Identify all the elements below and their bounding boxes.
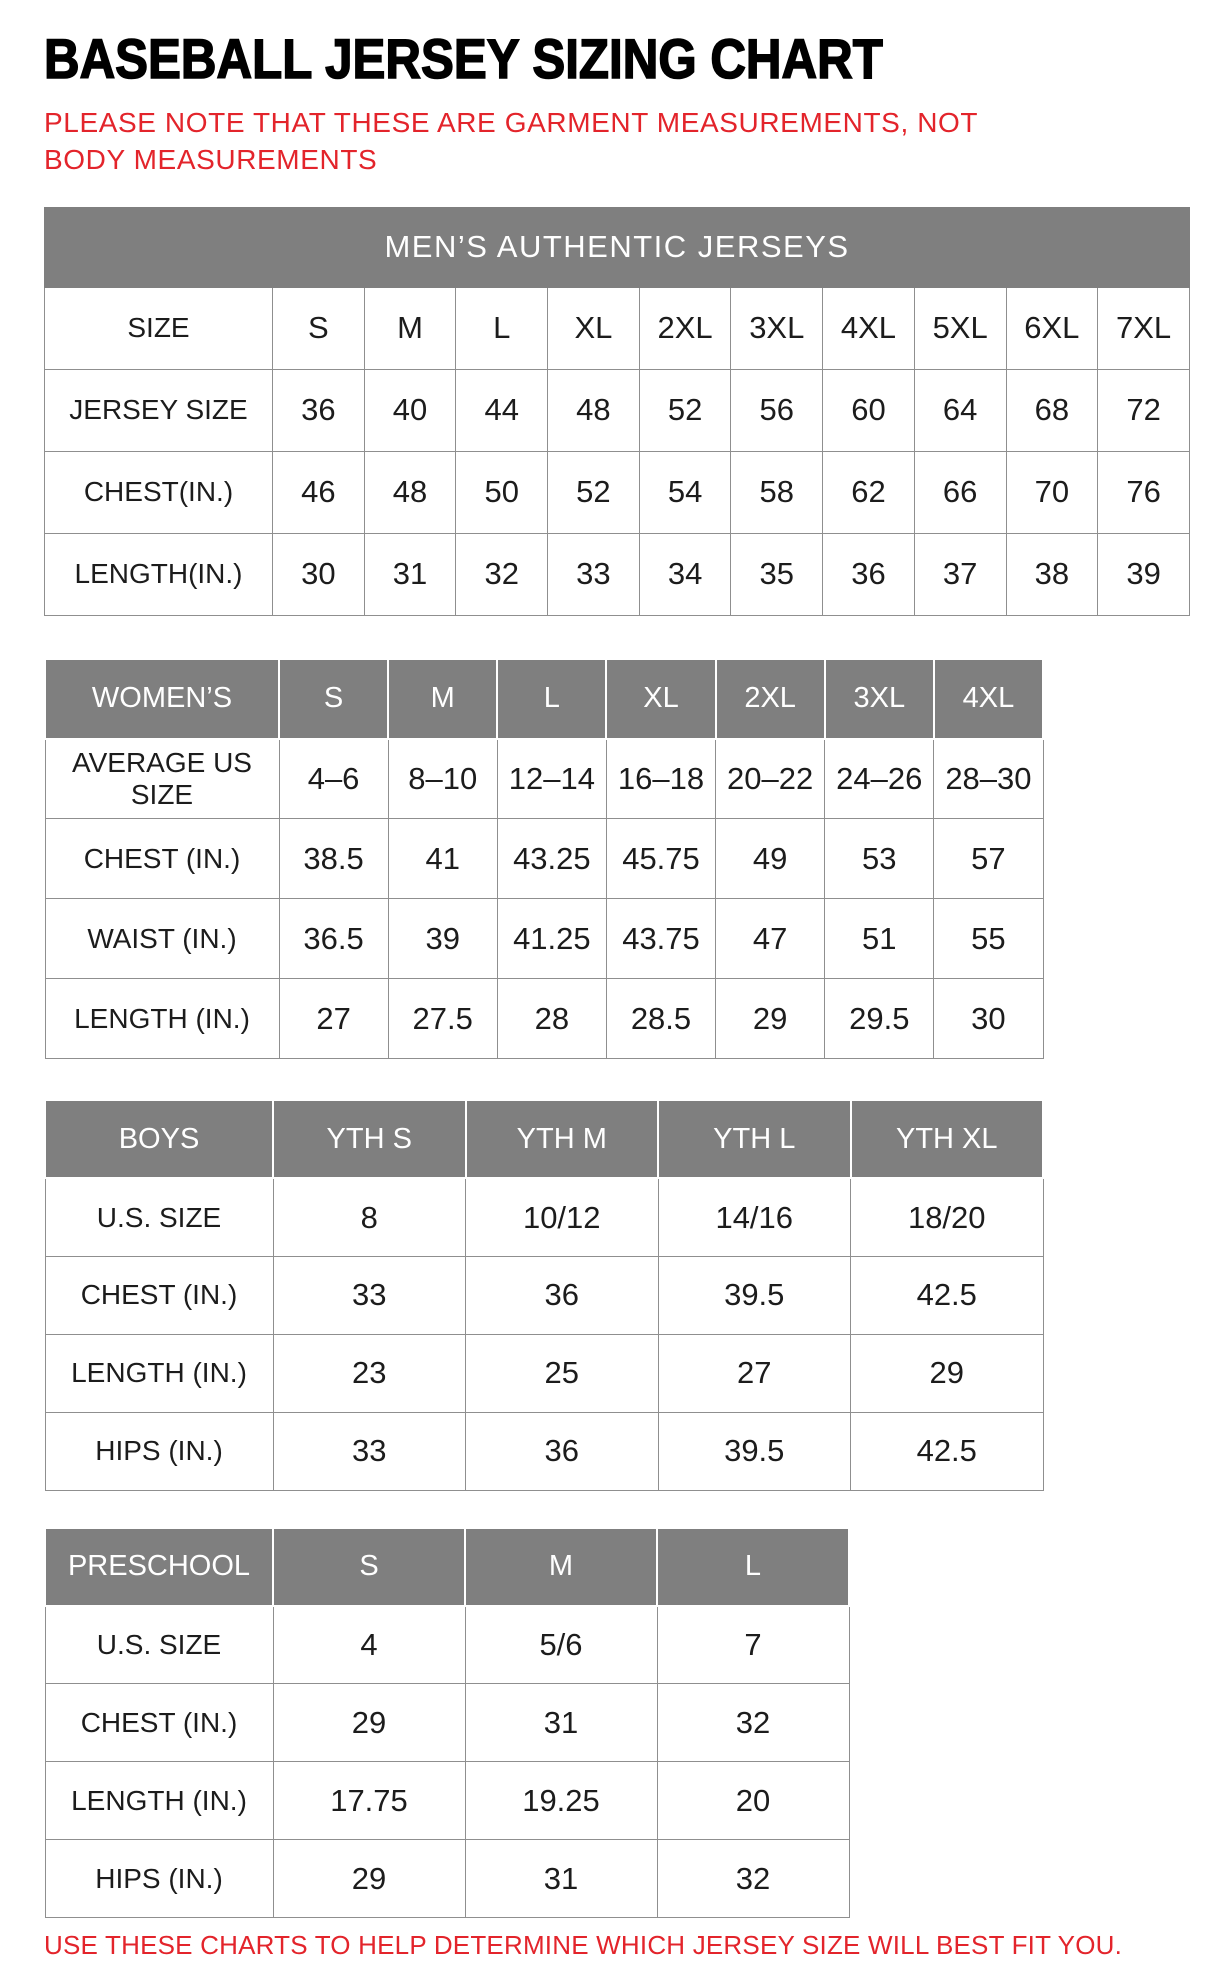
row-label-cell: CHEST(IN.) bbox=[45, 451, 273, 533]
value-cell: 2XL bbox=[639, 287, 731, 369]
value-cell: 52 bbox=[548, 451, 640, 533]
page-title: BASEBALL JERSEY SIZING CHART bbox=[44, 27, 883, 90]
value-cell: 30 bbox=[273, 533, 365, 615]
table-row bbox=[45, 819, 1043, 899]
value-cell: 33 bbox=[548, 533, 640, 615]
value-cell: 32 bbox=[456, 533, 548, 615]
value-cell: 43.75 bbox=[606, 899, 715, 979]
value-cell: 29 bbox=[273, 1684, 465, 1762]
value-cell: 6XL bbox=[1006, 287, 1098, 369]
value-cell: 38 bbox=[1006, 533, 1098, 615]
table-row bbox=[45, 1256, 1043, 1334]
footer-note: USE THESE CHARTS TO HELP DETERMINE WHICH JERSEY SIZE WILL BEST FIT YOU. bbox=[44, 1930, 1123, 1961]
value-cell: 16–18 bbox=[606, 739, 715, 819]
table-row bbox=[45, 287, 1190, 369]
size-header-cell: 3XL bbox=[825, 659, 934, 739]
value-cell: 12–14 bbox=[497, 739, 606, 819]
value-cell: M bbox=[364, 287, 456, 369]
value-cell: 76 bbox=[1098, 451, 1190, 533]
row-label-cell: HIPS (IN.) bbox=[45, 1412, 273, 1490]
table-row bbox=[45, 533, 1190, 615]
size-header-cell: M bbox=[388, 659, 497, 739]
row-label-cell: WAIST (IN.) bbox=[45, 899, 279, 979]
value-cell: 68 bbox=[1006, 369, 1098, 451]
table-row bbox=[45, 1412, 1043, 1490]
row-label-cell: CHEST (IN.) bbox=[45, 1256, 273, 1334]
value-cell: 20 bbox=[657, 1762, 849, 1840]
value-cell: 8 bbox=[273, 1178, 466, 1256]
value-cell: 7XL bbox=[1098, 287, 1190, 369]
row-label-cell: CHEST (IN.) bbox=[45, 819, 279, 899]
value-cell: 70 bbox=[1006, 451, 1098, 533]
value-cell: 29 bbox=[716, 979, 825, 1059]
table-row bbox=[45, 369, 1190, 451]
row-label-cell: JERSEY SIZE bbox=[45, 369, 273, 451]
table-banner: MEN’S AUTHENTIC JERSEYS bbox=[45, 207, 1190, 287]
value-cell: 29.5 bbox=[825, 979, 934, 1059]
table-row bbox=[45, 1762, 849, 1840]
row-label-cell: LENGTH (IN.) bbox=[45, 1762, 273, 1840]
table-row bbox=[45, 1178, 1043, 1256]
table-row bbox=[45, 1606, 849, 1684]
value-cell: 17.75 bbox=[273, 1762, 465, 1840]
value-cell: 41.25 bbox=[497, 899, 606, 979]
size-header-cell: YTH M bbox=[466, 1100, 659, 1178]
value-cell: 27.5 bbox=[388, 979, 497, 1059]
row-label-cell: U.S. SIZE bbox=[45, 1178, 273, 1256]
value-cell: 36 bbox=[466, 1256, 659, 1334]
value-cell: 62 bbox=[823, 451, 915, 533]
value-cell: 54 bbox=[639, 451, 731, 533]
value-cell: 39 bbox=[388, 899, 497, 979]
value-cell: 40 bbox=[364, 369, 456, 451]
value-cell: 57 bbox=[934, 819, 1043, 899]
row-label-cell: CHEST (IN.) bbox=[45, 1684, 273, 1762]
value-cell: 39.5 bbox=[658, 1412, 851, 1490]
table-row bbox=[45, 739, 1043, 819]
value-cell: 28.5 bbox=[606, 979, 715, 1059]
size-header-cell: M bbox=[465, 1528, 657, 1606]
value-cell: 33 bbox=[273, 1412, 466, 1490]
value-cell: 50 bbox=[456, 451, 548, 533]
value-cell: 72 bbox=[1098, 369, 1190, 451]
value-cell: 41 bbox=[388, 819, 497, 899]
value-cell: 5XL bbox=[914, 287, 1006, 369]
value-cell: 58 bbox=[731, 451, 823, 533]
garment-measurements-note: PLEASE NOTE THAT THESE ARE GARMENT MEASUREMENTS, NOT BODY MEASUREMENTS bbox=[44, 107, 978, 175]
value-cell: S bbox=[273, 287, 365, 369]
size-header-cell: YTH L bbox=[658, 1100, 851, 1178]
value-cell: 4–6 bbox=[279, 739, 388, 819]
value-cell: 23 bbox=[273, 1334, 466, 1412]
value-cell: 43.25 bbox=[497, 819, 606, 899]
value-cell: 27 bbox=[658, 1334, 851, 1412]
size-header-cell: S bbox=[273, 1528, 465, 1606]
value-cell: 10/12 bbox=[466, 1178, 659, 1256]
value-cell: 36 bbox=[823, 533, 915, 615]
value-cell: 36.5 bbox=[279, 899, 388, 979]
value-cell: 51 bbox=[825, 899, 934, 979]
value-cell: 31 bbox=[465, 1840, 657, 1918]
value-cell: 60 bbox=[823, 369, 915, 451]
value-cell: 8–10 bbox=[388, 739, 497, 819]
size-header-cell: 2XL bbox=[716, 659, 825, 739]
value-cell: 31 bbox=[465, 1684, 657, 1762]
value-cell: 42.5 bbox=[851, 1256, 1044, 1334]
value-cell: 35 bbox=[731, 533, 823, 615]
value-cell: 48 bbox=[548, 369, 640, 451]
value-cell: 27 bbox=[279, 979, 388, 1059]
row-label-cell: LENGTH(IN.) bbox=[45, 533, 273, 615]
value-cell: 29 bbox=[273, 1840, 465, 1918]
value-cell: 52 bbox=[639, 369, 731, 451]
row-label-cell: AVERAGE US SIZE bbox=[45, 739, 279, 819]
value-cell: 28–30 bbox=[934, 739, 1043, 819]
value-cell: 19.25 bbox=[465, 1762, 657, 1840]
table-title-cell: PRESCHOOL bbox=[45, 1528, 273, 1606]
table-row bbox=[45, 1334, 1043, 1412]
table-header-row bbox=[45, 659, 1043, 739]
value-cell: 44 bbox=[456, 369, 548, 451]
value-cell: 39 bbox=[1098, 533, 1190, 615]
value-cell: 24–26 bbox=[825, 739, 934, 819]
size-header-cell: YTH XL bbox=[851, 1100, 1044, 1178]
value-cell: 48 bbox=[364, 451, 456, 533]
row-label-cell: HIPS (IN.) bbox=[45, 1840, 273, 1918]
value-cell: 4 bbox=[273, 1606, 465, 1684]
size-header-cell: S bbox=[279, 659, 388, 739]
value-cell: 31 bbox=[364, 533, 456, 615]
row-label-cell: SIZE bbox=[45, 287, 273, 369]
value-cell: 14/16 bbox=[658, 1178, 851, 1256]
value-cell: XL bbox=[548, 287, 640, 369]
table-row bbox=[45, 899, 1043, 979]
table-banner-row bbox=[45, 207, 1190, 287]
value-cell: 42.5 bbox=[851, 1412, 1044, 1490]
value-cell: 28 bbox=[497, 979, 606, 1059]
value-cell: 64 bbox=[914, 369, 1006, 451]
value-cell: 5/6 bbox=[465, 1606, 657, 1684]
table-header-row bbox=[45, 1100, 1043, 1178]
value-cell: 66 bbox=[914, 451, 1006, 533]
value-cell: 32 bbox=[657, 1684, 849, 1762]
preschool-table bbox=[44, 1527, 850, 1919]
value-cell: L bbox=[456, 287, 548, 369]
value-cell: 38.5 bbox=[279, 819, 388, 899]
value-cell: 55 bbox=[934, 899, 1043, 979]
size-header-cell: YTH S bbox=[273, 1100, 466, 1178]
value-cell: 7 bbox=[657, 1606, 849, 1684]
value-cell: 49 bbox=[716, 819, 825, 899]
value-cell: 20–22 bbox=[716, 739, 825, 819]
value-cell: 36 bbox=[466, 1412, 659, 1490]
table-title-cell: BOYS bbox=[45, 1100, 273, 1178]
table-title-cell: WOMEN’S bbox=[45, 659, 279, 739]
table-row bbox=[45, 1684, 849, 1762]
size-header-cell: L bbox=[657, 1528, 849, 1606]
table-row bbox=[45, 451, 1190, 533]
table-header-row bbox=[45, 1528, 849, 1606]
value-cell: 36 bbox=[273, 369, 365, 451]
value-cell: 32 bbox=[657, 1840, 849, 1918]
size-header-cell: 4XL bbox=[934, 659, 1043, 739]
value-cell: 37 bbox=[914, 533, 1006, 615]
table-row bbox=[45, 979, 1043, 1059]
row-label-cell: U.S. SIZE bbox=[45, 1606, 273, 1684]
value-cell: 45.75 bbox=[606, 819, 715, 899]
value-cell: 34 bbox=[639, 533, 731, 615]
size-header-cell: XL bbox=[606, 659, 715, 739]
boys-table bbox=[44, 1099, 1044, 1491]
row-label-cell: LENGTH (IN.) bbox=[45, 979, 279, 1059]
value-cell: 46 bbox=[273, 451, 365, 533]
value-cell: 30 bbox=[934, 979, 1043, 1059]
value-cell: 39.5 bbox=[658, 1256, 851, 1334]
value-cell: 25 bbox=[466, 1334, 659, 1412]
value-cell: 3XL bbox=[731, 287, 823, 369]
row-label-cell: LENGTH (IN.) bbox=[45, 1334, 273, 1412]
value-cell: 4XL bbox=[823, 287, 915, 369]
value-cell: 33 bbox=[273, 1256, 466, 1334]
value-cell: 29 bbox=[851, 1334, 1044, 1412]
value-cell: 56 bbox=[731, 369, 823, 451]
womens-table bbox=[44, 658, 1044, 1060]
mens-authentic-jerseys-table bbox=[44, 207, 1190, 616]
size-header-cell: L bbox=[497, 659, 606, 739]
value-cell: 18/20 bbox=[851, 1178, 1044, 1256]
value-cell: 53 bbox=[825, 819, 934, 899]
table-row bbox=[45, 1840, 849, 1918]
value-cell: 47 bbox=[716, 899, 825, 979]
